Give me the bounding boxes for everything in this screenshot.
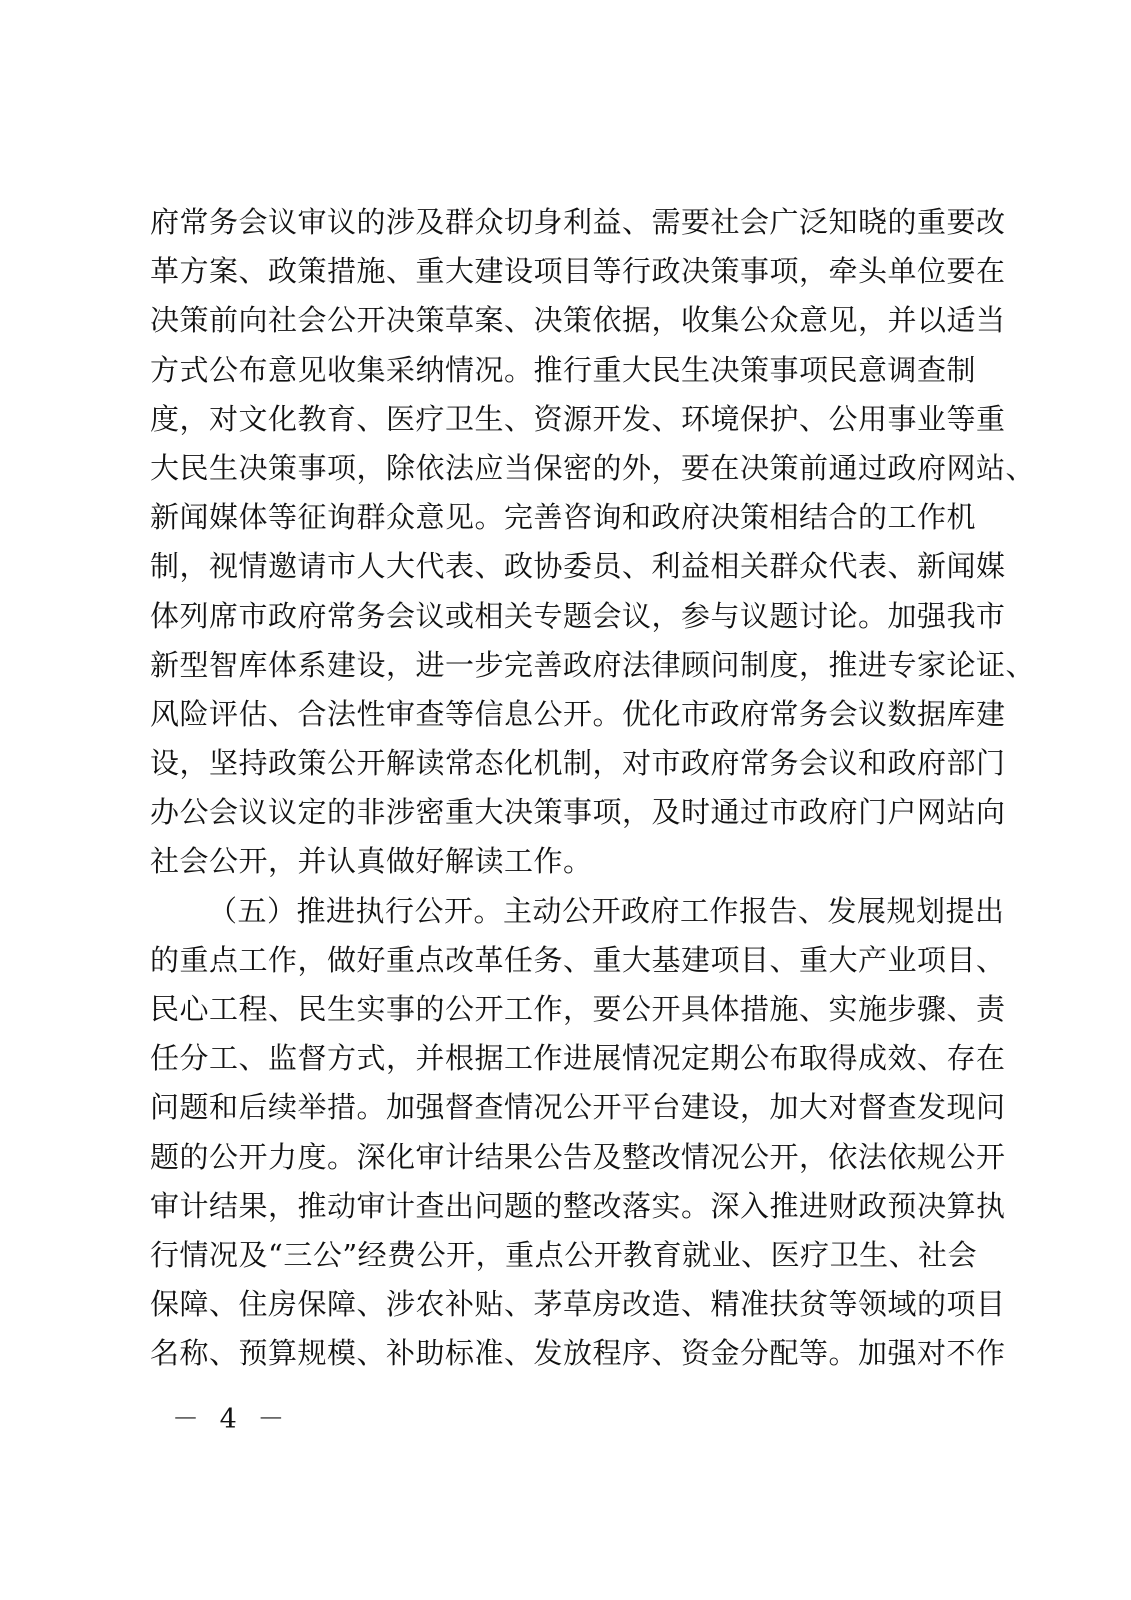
text-line: 任分工、监督方式，并根据工作进展情况定期公布取得成效、存在	[150, 1041, 1006, 1076]
text-line: 问题和后续举措。加强督查情况公开平台建设，加大对督查发现问	[150, 1090, 1006, 1125]
section-five-first-line-text: 主动公开政府工作报告、发展规划提出	[503, 893, 1005, 928]
page-number: － 4 －	[172, 1404, 291, 1435]
text-line: 度，对文化教育、医疗卫生、资源开发、环境保护、公用事业等重	[150, 401, 1006, 436]
document-body	[150, 198, 1036, 1379]
text-line: 体列席市政府常务会议或相关专题会议，参与议题讨论。加强我市	[150, 598, 1006, 633]
text-line: 设，坚持政策公开解读常态化机制，对市政府常务会议和政府部门	[150, 746, 1006, 781]
text-line: 社会公开，并认真做好解读工作。	[150, 844, 593, 879]
text-line: 的重点工作，做好重点改革任务、重大基建项目、重大产业项目、	[150, 942, 1006, 977]
section-five-first-line	[150, 887, 1005, 936]
text-line: 新闻媒体等征询群众意见。完善咨询和政府决策相结合的工作机	[150, 500, 977, 535]
text-line: 行情况及“三公”经费公开，重点公开教育就业、医疗卫生、社会	[150, 1237, 978, 1272]
text-line: 审计结果，推动审计查出问题的整改落实。深入推进财政预决算执	[150, 1188, 1006, 1223]
section-heading: （五）推进执行公开。	[208, 893, 504, 928]
text-line: 新型智库体系建设，进一步完善政府法律顾问制度，推进专家论证、	[150, 647, 1036, 682]
text-line: 保障、住房保障、涉农补贴、茅草房改造、精准扶贫等领域的项目	[150, 1287, 1006, 1322]
text-line: 名称、预算规模、补助标准、发放程序、资金分配等。加强对不作	[150, 1336, 1006, 1371]
text-line: 制，视情邀请市人大代表、政协委员、利益相关群众代表、新闻媒	[150, 549, 1006, 584]
text-line: 大民生决策事项，除依法应当保密的外，要在决策前通过政府网站、	[150, 450, 1036, 485]
text-line: 办公会议议定的非涉密重大决策事项，及时通过市政府门户网站向	[150, 795, 1006, 830]
text-line: 府常务会议审议的涉及群众切身利益、需要社会广泛知晓的重要改	[150, 205, 1006, 239]
text-line: 革方案、政策措施、重大建设项目等行政决策事项，牵头单位要在	[150, 254, 1006, 289]
text-line: 方式公布意见收集采纳情况。推行重大民生决策事项民意调查制	[150, 352, 977, 387]
text-line: 决策前向社会公开决策草案、决策依据，收集公众意见，并以适当	[150, 303, 1006, 338]
text-line: 风险评估、合法性审查等信息公开。优化市政府常务会议数据库建	[150, 696, 1006, 731]
text-line: 题的公开力度。深化审计结果公告及整改情况公开，依法依规公开	[150, 1139, 1006, 1174]
text-line: 民心工程、民生实事的公开工作，要公开具体措施、实施步骤、责	[150, 992, 1006, 1026]
